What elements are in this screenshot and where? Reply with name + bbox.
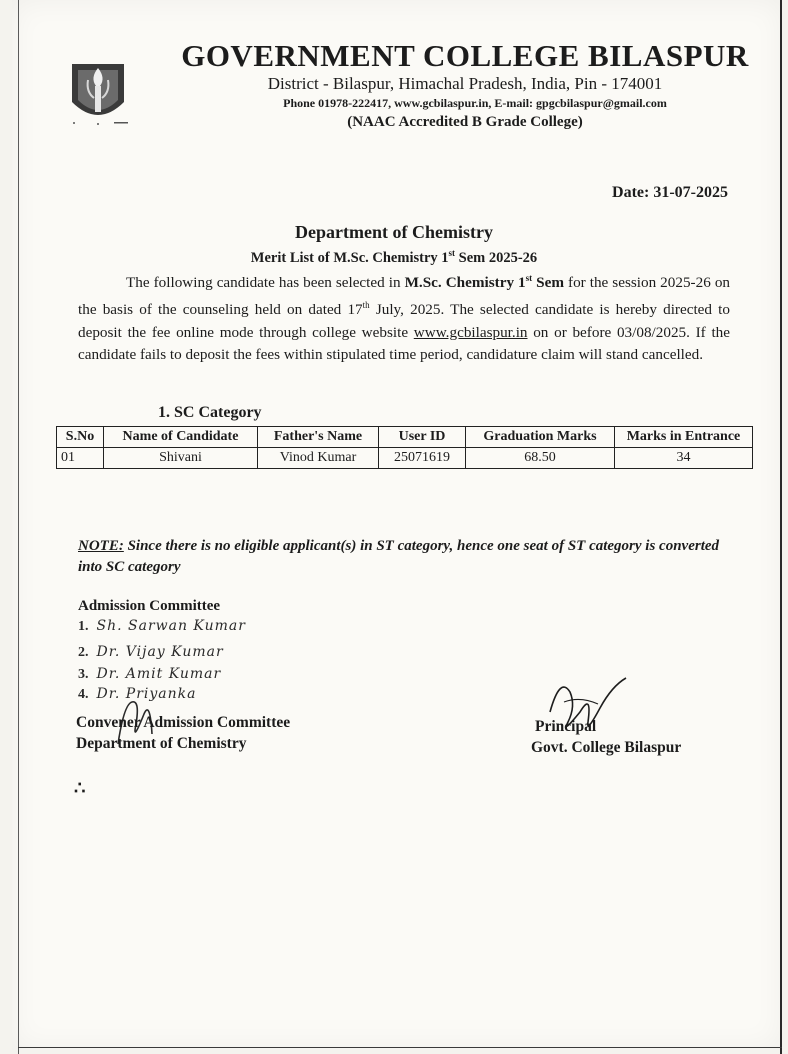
col-userid: User ID — [379, 427, 466, 448]
college-name: GOVERNMENT COLLEGE BILASPUR — [181, 38, 749, 73]
footer-mark: ∴ — [74, 778, 86, 798]
committee-title: Admission Committee — [78, 598, 221, 614]
logo-caption-mark — [66, 118, 146, 128]
college-website-link[interactable]: www.gcbilaspur.in — [413, 323, 528, 341]
accreditation: (NAAC Accredited B Grade College) — [347, 114, 583, 130]
table-header-row — [57, 427, 753, 448]
table-row — [57, 448, 753, 469]
college-contact: Phone 01978-222417, www.gcbilaspur.in, E-mail: gpgcbilaspur@gmail.com — [283, 96, 667, 110]
page-edge-bottom — [18, 1047, 782, 1048]
committee-member-4: 4. Dr. Priyanka — [78, 686, 197, 702]
merit-list-title: Merit List of M.Sc. Chemistry 1st Sem 2025-26 — [250, 248, 538, 266]
col-name: Name of Candidate — [104, 427, 258, 448]
col-entrance: Marks in Entrance — [615, 427, 753, 448]
col-sno: S.No — [57, 427, 104, 448]
selection-paragraph: The following candidate has been selected in M.Sc. Chemistry 1st Sem for the session 2025-26 on the basis of the counseling held on dated 17th July, 2025. The selected candidate is hereby directed to deposit the fee online mode through college website www.gcbilaspur.in on or before 03/08/2025. If the candidate fails to deposit the fees within stipulated time period, candidature claim will stand cancelled. — [78, 273, 731, 364]
cell-sno: 01 — [57, 448, 104, 469]
cell-name: Shivani — [104, 448, 258, 469]
note-text: Since there is no eligible applicant(s) in ST category, hence one seat of ST category is converted into SC category — [78, 538, 720, 575]
sc-category-title: 1. SC Category — [158, 404, 262, 421]
convener-block: Convener Admission Committee Department of Chemistry — [76, 714, 291, 752]
committee-member-2: 2. Dr. Vijay Kumar — [78, 644, 224, 660]
cell-graduation: 68.50 — [466, 448, 615, 469]
cell-father: Vinod Kumar — [258, 448, 379, 469]
document-date: Date: 31-07-2025 — [612, 184, 728, 201]
committee-member-1: 1. Sh. Sarwan Kumar — [78, 618, 246, 634]
note — [78, 536, 738, 578]
department-title: Department of Chemistry — [295, 222, 493, 242]
cell-entrance: 34 — [615, 448, 753, 469]
page-edge-left — [18, 0, 19, 1054]
note-label: NOTE: — [78, 538, 124, 554]
college-address: District - Bilaspur, Himachal Pradesh, India, Pin - 174001 — [267, 74, 663, 93]
col-graduation: Graduation Marks — [466, 427, 615, 448]
document-page — [12, 0, 782, 1050]
col-father: Father's Name — [258, 427, 379, 448]
cell-userid: 25071619 — [379, 448, 466, 469]
merit-table — [56, 426, 753, 469]
page-edge-right — [780, 0, 782, 1054]
principal-block: Principal Govt. College Bilaspur — [531, 718, 682, 756]
committee-member-3: 3. Dr. Amit Kumar — [78, 666, 222, 682]
